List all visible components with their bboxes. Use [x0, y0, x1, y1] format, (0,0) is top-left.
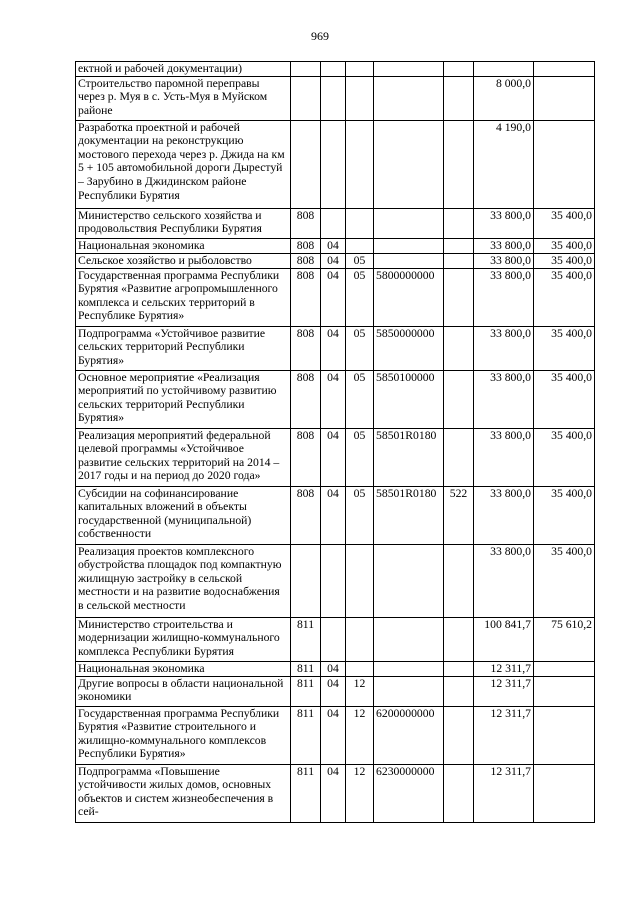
subsection-code-cell: 05 — [346, 486, 374, 544]
amount-year1-cell: 12 311,7 — [474, 706, 534, 764]
ministry-code-cell: 808 — [291, 253, 321, 268]
expense-type-cell — [444, 676, 474, 706]
subsection-code-cell — [346, 661, 374, 676]
row-name-cell: Другие вопросы в области национальной экономики — [76, 676, 291, 706]
amount-year1-cell — [474, 62, 534, 77]
row-name-cell: Государственная программа Республики Бурятия «Развитие строительного и жилищно-коммунального комплексов Республики Бурятия» — [76, 706, 291, 764]
amount-year2-cell: 35 400,0 — [534, 370, 595, 428]
table-row — [76, 544, 595, 617]
subsection-code-cell: 05 — [346, 268, 374, 326]
table-row — [76, 238, 595, 253]
subsection-code-cell — [346, 617, 374, 661]
amount-year1-cell: 33 800,0 — [474, 268, 534, 326]
expense-type-cell — [444, 120, 474, 208]
row-name-cell: Разработка проектной и рабочей документации на реконструкцию мостового перехода через р. Джида на км 5 + 105 автомобильной дороги Дырестуй – Зарубино в Джидинском районе Республики Бурятия — [76, 120, 291, 208]
target-code-cell: 58501R0180 — [374, 486, 444, 544]
table-row — [76, 208, 595, 238]
section-code-cell: 04 — [321, 486, 346, 544]
ministry-code-cell: 808 — [291, 326, 321, 370]
target-code-cell — [374, 120, 444, 208]
row-name-cell: Министерство сельского хозяйства и продовольствия Республики Бурятия — [76, 208, 291, 238]
section-code-cell: 04 — [321, 370, 346, 428]
table-row — [76, 676, 595, 706]
ministry-code-cell: 811 — [291, 617, 321, 661]
amount-year2-cell: 35 400,0 — [534, 238, 595, 253]
row-name-cell: Основное мероприятие «Реализация мероприятий по устойчивому развитию сельских территорий Республики Бурятия» — [76, 370, 291, 428]
ministry-code-cell: 808 — [291, 370, 321, 428]
expense-type-cell — [444, 76, 474, 120]
expense-type-cell — [444, 661, 474, 676]
budget-table — [75, 61, 595, 823]
subsection-code-cell — [346, 76, 374, 120]
row-name-cell: Сельское хозяйство и рыболовство — [76, 253, 291, 268]
subsection-code-cell — [346, 238, 374, 253]
ministry-code-cell: 808 — [291, 208, 321, 238]
ministry-code-cell: 811 — [291, 764, 321, 822]
expense-type-cell — [444, 326, 474, 370]
ministry-code-cell: 808 — [291, 486, 321, 544]
target-code-cell — [374, 76, 444, 120]
row-name-cell: Подпрограмма «Повышение устойчивости жилых домов, основных объектов и систем жизнеобеспечения в сей- — [76, 764, 291, 822]
expense-type-cell — [444, 62, 474, 77]
section-code-cell — [321, 76, 346, 120]
table-row — [76, 120, 595, 208]
section-code-cell: 04 — [321, 661, 346, 676]
amount-year1-cell: 12 311,7 — [474, 676, 534, 706]
target-code-cell — [374, 676, 444, 706]
table-row — [76, 326, 595, 370]
table-row — [76, 268, 595, 326]
table-row — [76, 428, 595, 486]
amount-year2-cell: 35 400,0 — [534, 544, 595, 617]
row-name-cell: Министерство строительства и модернизации жилищно-коммунального комплекса Республики Бурятия — [76, 617, 291, 661]
amount-year2-cell: 35 400,0 — [534, 268, 595, 326]
table-row — [76, 370, 595, 428]
ministry-code-cell — [291, 76, 321, 120]
ministry-code-cell: 811 — [291, 676, 321, 706]
target-code-cell — [374, 617, 444, 661]
expense-type-cell — [444, 544, 474, 617]
subsection-code-cell: 12 — [346, 764, 374, 822]
ministry-code-cell: 808 — [291, 428, 321, 486]
section-code-cell: 04 — [321, 764, 346, 822]
expense-type-cell — [444, 617, 474, 661]
section-code-cell — [321, 617, 346, 661]
ministry-code-cell: 811 — [291, 706, 321, 764]
amount-year1-cell: 12 311,7 — [474, 764, 534, 822]
amount-year2-cell: 75 610,2 — [534, 617, 595, 661]
table-row — [76, 486, 595, 544]
amount-year2-cell — [534, 764, 595, 822]
section-code-cell: 04 — [321, 428, 346, 486]
expense-type-cell — [444, 706, 474, 764]
row-name-cell: Реализация мероприятий федеральной целевой программы «Устойчивое развитие сельских территорий на 2014 – 2017 годы и на период до 2020 года» — [76, 428, 291, 486]
section-code-cell — [321, 544, 346, 617]
amount-year1-cell: 8 000,0 — [474, 76, 534, 120]
subsection-code-cell: 12 — [346, 706, 374, 764]
row-name-cell: Реализация проектов комплексного обустройства площадок под компактную жилищную застройку в сельской местности и на развитие водоснабжения в сельской местности — [76, 544, 291, 617]
expense-type-cell: 522 — [444, 486, 474, 544]
amount-year1-cell: 33 800,0 — [474, 253, 534, 268]
subsection-code-cell: 05 — [346, 428, 374, 486]
ministry-code-cell — [291, 544, 321, 617]
subsection-code-cell — [346, 62, 374, 77]
target-code-cell: 6200000000 — [374, 706, 444, 764]
section-code-cell: 04 — [321, 238, 346, 253]
amount-year2-cell: 35 400,0 — [534, 486, 595, 544]
subsection-code-cell — [346, 120, 374, 208]
expense-type-cell — [444, 370, 474, 428]
row-name-cell: Строительство паромной переправы через р. Муя в с. Усть-Муя в Муйском районе — [76, 76, 291, 120]
target-code-cell — [374, 238, 444, 253]
amount-year1-cell: 33 800,0 — [474, 326, 534, 370]
section-code-cell: 04 — [321, 706, 346, 764]
amount-year2-cell: 35 400,0 — [534, 208, 595, 238]
table-row — [76, 76, 595, 120]
amount-year2-cell — [534, 76, 595, 120]
target-code-cell: 5850000000 — [374, 326, 444, 370]
amount-year1-cell: 33 800,0 — [474, 486, 534, 544]
ministry-code-cell: 811 — [291, 661, 321, 676]
expense-type-cell — [444, 268, 474, 326]
subsection-code-cell: 05 — [346, 326, 374, 370]
row-name-cell: Государственная программа Республики Бурятия «Развитие агропромышленного комплекса и сельских территорий в Республике Бурятия» — [76, 268, 291, 326]
target-code-cell: 5800000000 — [374, 268, 444, 326]
target-code-cell: 6230000000 — [374, 764, 444, 822]
target-code-cell — [374, 253, 444, 268]
amount-year2-cell — [534, 676, 595, 706]
amount-year1-cell: 4 190,0 — [474, 120, 534, 208]
table-row — [76, 617, 595, 661]
target-code-cell — [374, 208, 444, 238]
page-number: 969 — [311, 29, 329, 43]
amount-year1-cell: 33 800,0 — [474, 208, 534, 238]
expense-type-cell — [444, 208, 474, 238]
section-code-cell — [321, 120, 346, 208]
row-name-cell: Национальная экономика — [76, 238, 291, 253]
table-row — [76, 764, 595, 822]
table-row — [76, 706, 595, 764]
amount-year2-cell — [534, 661, 595, 676]
expense-type-cell — [444, 764, 474, 822]
expense-type-cell — [444, 253, 474, 268]
ministry-code-cell — [291, 62, 321, 77]
ministry-code-cell: 808 — [291, 238, 321, 253]
target-code-cell: 5850100000 — [374, 370, 444, 428]
row-name-cell: Национальная экономика — [76, 661, 291, 676]
amount-year2-cell: 35 400,0 — [534, 428, 595, 486]
subsection-code-cell: 05 — [346, 253, 374, 268]
row-name-cell: Субсидии на софинансирование капитальных вложений в объекты государственной (муниципальной) собственности — [76, 486, 291, 544]
target-code-cell — [374, 544, 444, 617]
section-code-cell: 04 — [321, 676, 346, 706]
amount-year2-cell — [534, 706, 595, 764]
amount-year1-cell: 33 800,0 — [474, 370, 534, 428]
amount-year2-cell — [534, 120, 595, 208]
target-code-cell — [374, 62, 444, 77]
target-code-cell: 58501R0180 — [374, 428, 444, 486]
table-row — [76, 62, 595, 77]
subsection-code-cell — [346, 544, 374, 617]
ministry-code-cell: 808 — [291, 268, 321, 326]
amount-year1-cell: 33 800,0 — [474, 428, 534, 486]
table-row — [76, 253, 595, 268]
section-code-cell: 04 — [321, 326, 346, 370]
amount-year1-cell: 33 800,0 — [474, 238, 534, 253]
amount-year1-cell: 33 800,0 — [474, 544, 534, 617]
subsection-code-cell: 12 — [346, 676, 374, 706]
amount-year1-cell: 12 311,7 — [474, 661, 534, 676]
section-code-cell — [321, 62, 346, 77]
subsection-code-cell: 05 — [346, 370, 374, 428]
amount-year2-cell: 35 400,0 — [534, 326, 595, 370]
row-name-cell: Подпрограмма «Устойчивое развитие сельских территорий Республики Бурятия» — [76, 326, 291, 370]
expense-type-cell — [444, 238, 474, 253]
expense-type-cell — [444, 428, 474, 486]
section-code-cell: 04 — [321, 268, 346, 326]
amount-year2-cell: 35 400,0 — [534, 253, 595, 268]
section-code-cell — [321, 208, 346, 238]
subsection-code-cell — [346, 208, 374, 238]
target-code-cell — [374, 661, 444, 676]
section-code-cell: 04 — [321, 253, 346, 268]
ministry-code-cell — [291, 120, 321, 208]
row-name-cell: ектной и рабочей документации) — [76, 62, 291, 77]
amount-year2-cell — [534, 62, 595, 77]
table-row — [76, 661, 595, 676]
amount-year1-cell: 100 841,7 — [474, 617, 534, 661]
